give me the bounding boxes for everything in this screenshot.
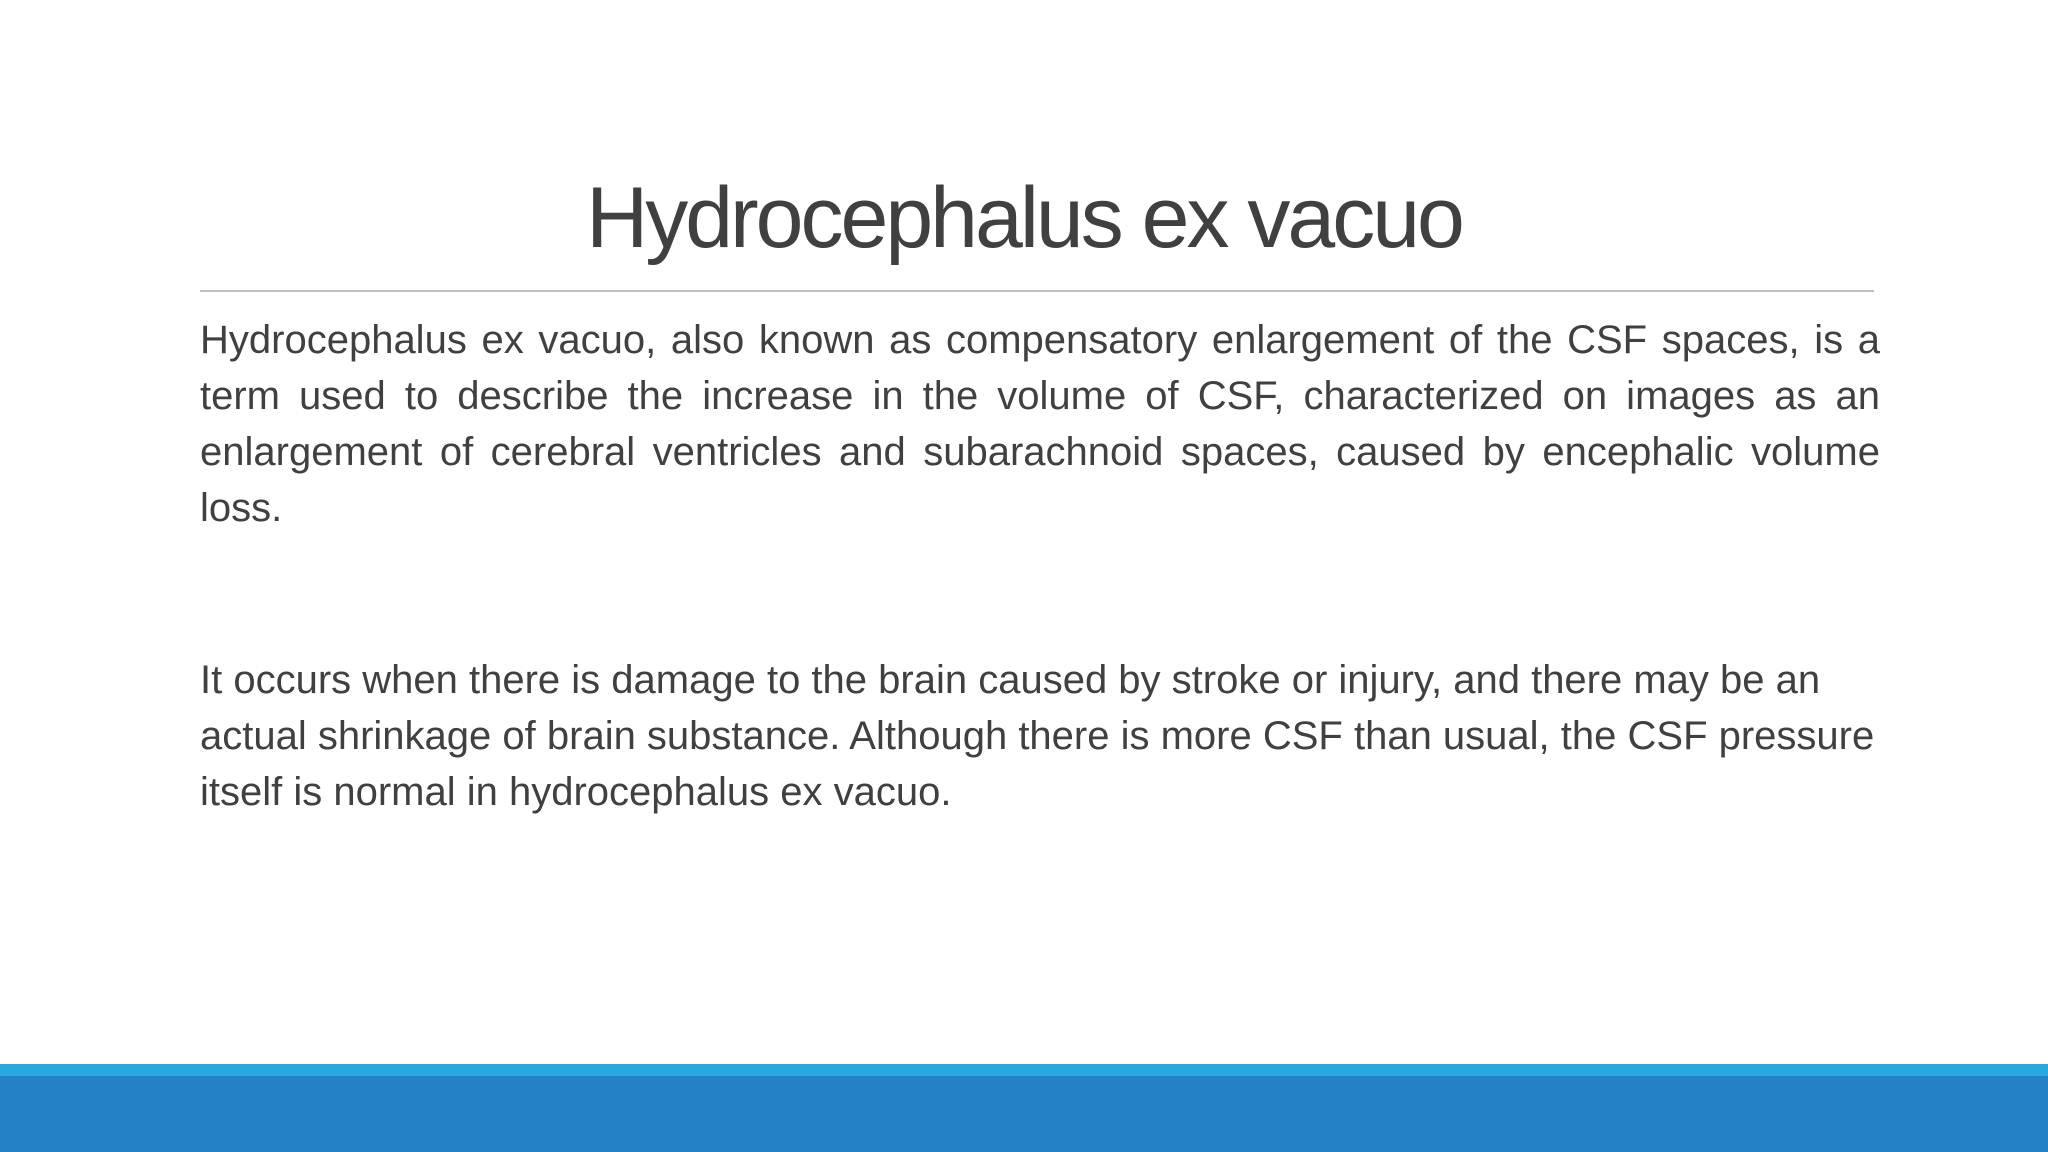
slide-title: Hydrocephalus ex vacuo [586, 170, 1462, 266]
slide-body [200, 312, 1880, 820]
footer-band-dark [0, 1076, 2048, 1152]
body-paragraph-definition: Hydrocephalus ex vacuo, also known as compensatory enlargement of the CSF spaces, is a term used to describe the increase in the volume of CSF, characterized on images as an enlargement of cerebral ventricles and subarachnoid spaces, caused by encephalic volume loss. [200, 318, 1880, 530]
title-divider [200, 290, 1874, 292]
footer-band-light [0, 1064, 2048, 1076]
body-paragraph-cause: It occurs when there is damage to the brain caused by stroke or injury, and there may be an actual shrinkage of brain substance. Although there is more CSF than usual, the CSF pressure itself is normal in hydrocephalus ex vacuo. [200, 658, 1875, 814]
